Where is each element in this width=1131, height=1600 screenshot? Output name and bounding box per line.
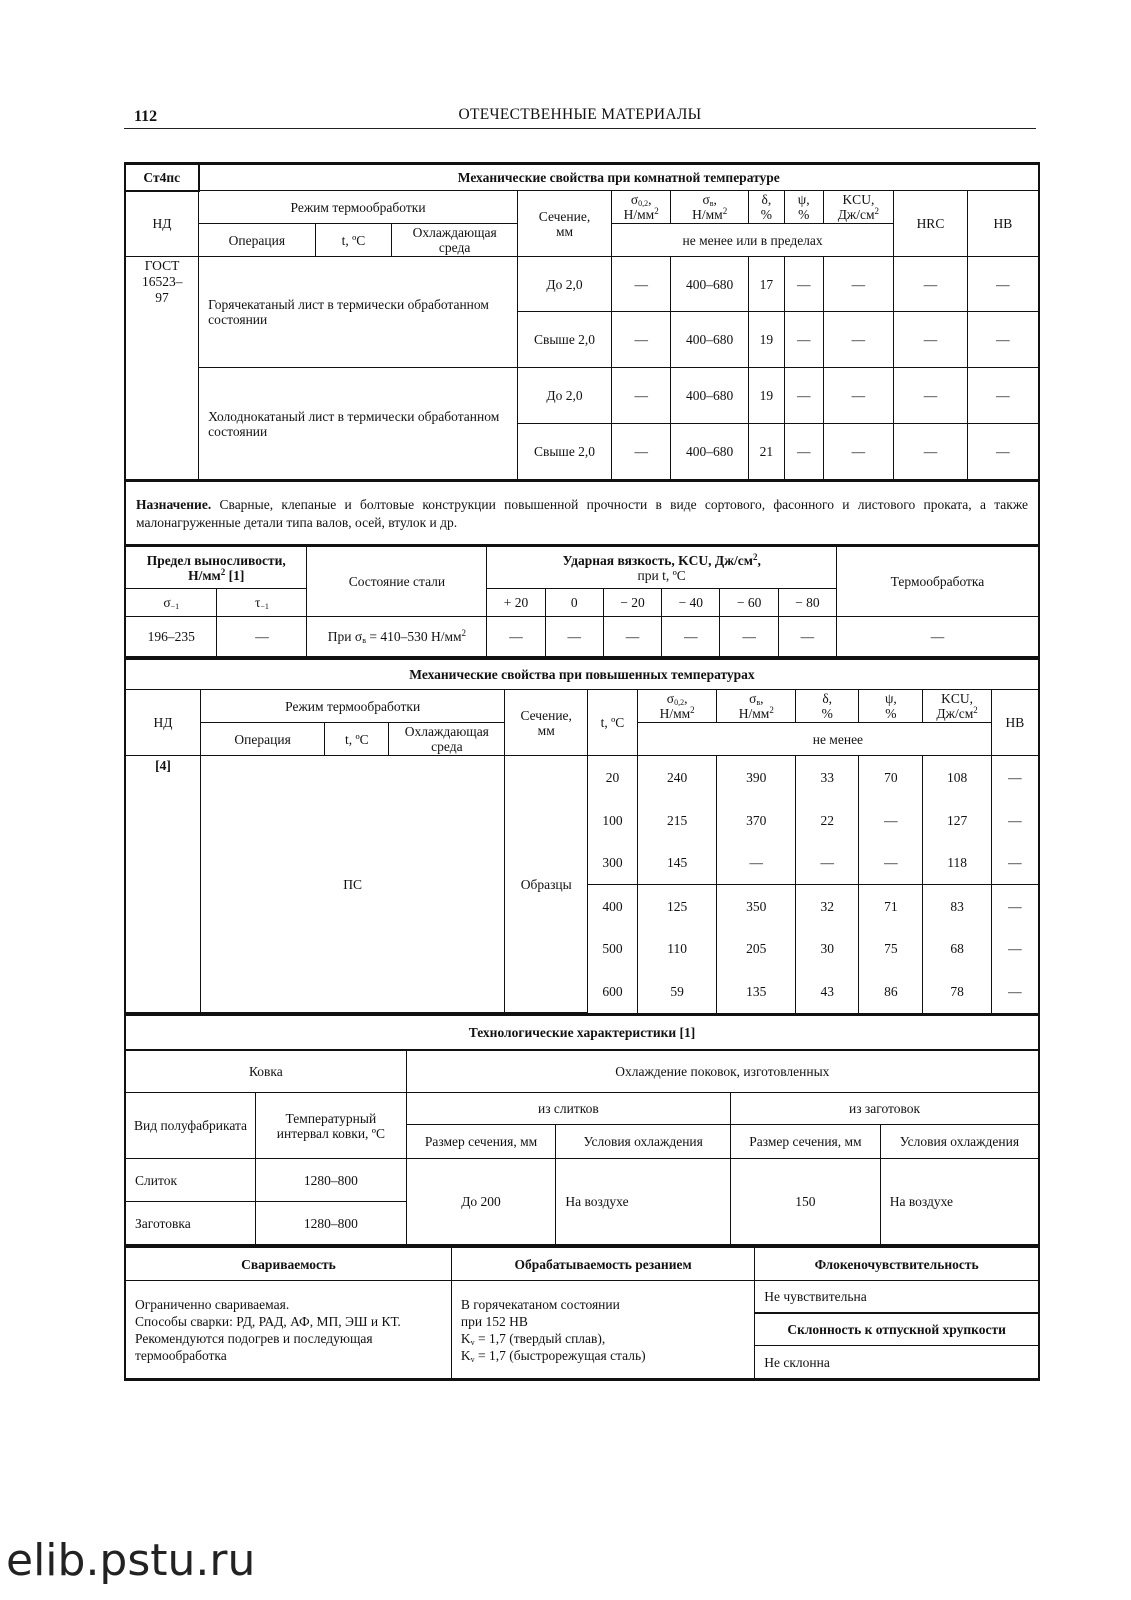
tech-title: Технологические характеристики [1] bbox=[126, 1016, 1038, 1050]
cell: 43 bbox=[796, 970, 859, 1013]
cell: 108 bbox=[923, 756, 991, 799]
tau-minus-one: $\tau_{-1}$ bbox=[217, 589, 307, 617]
endurance-header: Предел выносливости, $Н/мм^2$ [1] bbox=[126, 547, 307, 589]
cell: 83 bbox=[923, 885, 991, 928]
blank-size: 150 bbox=[731, 1159, 881, 1245]
limits-note: не менее или в пределах bbox=[612, 224, 894, 257]
impact-temp: − 20 bbox=[603, 589, 661, 617]
cell: — bbox=[784, 257, 823, 312]
col-yield: $\sigma_{0,2}$, $Н/мм^2$ bbox=[637, 690, 717, 723]
cond-header: Условия охлаждения bbox=[880, 1125, 1038, 1159]
cond-header: Условия охлаждения bbox=[556, 1125, 731, 1159]
cell: 19 bbox=[749, 312, 785, 368]
cell: — bbox=[784, 368, 823, 424]
state-header: Состояние стали bbox=[307, 547, 487, 617]
flake-header: Флокеночувствительность bbox=[755, 1248, 1038, 1281]
cell: — bbox=[784, 312, 823, 368]
cell: 125 bbox=[637, 885, 717, 928]
cell: 71 bbox=[859, 885, 923, 928]
impact-temp: − 60 bbox=[720, 589, 778, 617]
purpose-block bbox=[126, 482, 1038, 546]
cell: — bbox=[991, 885, 1038, 928]
room-temp-table bbox=[126, 164, 1038, 480]
interval-blank: 1280–800 bbox=[256, 1202, 407, 1245]
col-regime: Режим термообработки bbox=[201, 690, 505, 723]
purpose-label: Назначение. bbox=[136, 497, 212, 512]
room-temp-block bbox=[126, 164, 1038, 482]
operation-cold-rolled: Холоднокатаный лист в термически обработанном состоянии bbox=[199, 368, 518, 480]
cell: — bbox=[823, 424, 894, 480]
cell: — bbox=[991, 799, 1038, 842]
page-number: 112 bbox=[134, 108, 158, 125]
ingot-cond: На воздухе bbox=[556, 1159, 731, 1245]
cell: — bbox=[823, 312, 894, 368]
tech-table bbox=[126, 1015, 1038, 1245]
col-kcu: KCU, $Дж/см^2$ bbox=[923, 690, 991, 723]
col-operation: Операция bbox=[201, 723, 325, 756]
cell: 400–680 bbox=[671, 312, 749, 368]
impact-header: Ударная вязкость, KCU, $Дж/см^2$, при t, ºС bbox=[487, 547, 837, 589]
cell: 400–680 bbox=[671, 257, 749, 312]
cell: 21 bbox=[749, 424, 785, 480]
mach-text: В горячекатаном состоянии при 152 НВ $K_v = 1,7$ (твердый сплав), $K_v = 1,7$ (быстрорежущая сталь) bbox=[451, 1281, 754, 1379]
elevated-title: Механические свойства при повышенных температурах bbox=[126, 660, 1038, 690]
cell: — bbox=[967, 257, 1038, 312]
weld-text: Ограниченно свариваемая. Способы сварки: РД, РАД, АФ, МП, ЭШ и КТ. Рекомендуются подогрев и последующая термообработка bbox=[126, 1281, 451, 1379]
col-operation: Операция bbox=[199, 224, 316, 257]
col-nd: НД bbox=[126, 191, 199, 257]
cell: 32 bbox=[796, 885, 859, 928]
cell: — bbox=[823, 368, 894, 424]
cell: 205 bbox=[717, 928, 796, 970]
nd-gost: ГОСТ 16523– 97 bbox=[126, 257, 199, 480]
impact-value: — bbox=[545, 617, 603, 657]
blank-cond: На воздухе bbox=[880, 1159, 1038, 1245]
kind-blank: Заготовка bbox=[126, 1202, 256, 1245]
cell: — bbox=[991, 756, 1038, 799]
cell: — bbox=[717, 842, 796, 885]
col-delta: δ, % bbox=[796, 690, 859, 723]
cell: — bbox=[612, 312, 671, 368]
mach-header: Обрабатываемость резанием bbox=[451, 1248, 754, 1281]
col-temp: t, ºС bbox=[315, 224, 392, 257]
page-header bbox=[124, 104, 1036, 129]
cell: 400–680 bbox=[671, 368, 749, 424]
cell: — bbox=[612, 424, 671, 480]
cell: До 2,0 bbox=[518, 368, 612, 424]
operation-ps: ПС bbox=[201, 756, 505, 1013]
kind-header: Вид полуфабриката bbox=[126, 1093, 256, 1159]
watermark: elib.pstu.ru bbox=[6, 1535, 256, 1586]
room-title: Механические свойства при комнатной температуре bbox=[199, 165, 1038, 191]
col-yield: $\sigma_{0,2}$, $Н/мм^2$ bbox=[612, 191, 671, 224]
col-hb: HB bbox=[991, 690, 1038, 756]
cell: — bbox=[991, 842, 1038, 885]
ingot-size: До 200 bbox=[406, 1159, 556, 1245]
cell: — bbox=[894, 257, 968, 312]
sigma-minus-one: $\sigma_{-1}$ bbox=[126, 589, 217, 617]
cell: — bbox=[796, 842, 859, 885]
cell: — bbox=[967, 312, 1038, 368]
impact-value: — bbox=[720, 617, 778, 657]
col-section: Сечение, мм bbox=[505, 690, 588, 756]
weld-header: Свариваемость bbox=[126, 1248, 451, 1281]
col-hrc: HRC bbox=[894, 191, 968, 257]
heat-header: Термообработка bbox=[836, 547, 1038, 617]
nd-ref: [4] bbox=[126, 756, 201, 1013]
cell: — bbox=[894, 368, 968, 424]
endurance-block bbox=[126, 546, 1038, 659]
col-cooling: Охлаждающая среда bbox=[389, 723, 505, 756]
cell: 110 bbox=[637, 928, 717, 970]
impact-temp: 0 bbox=[545, 589, 603, 617]
size-header: Размер сечения, мм bbox=[731, 1125, 881, 1159]
col-psi: ψ, % bbox=[859, 690, 923, 723]
cell: 22 bbox=[796, 799, 859, 842]
cell: — bbox=[894, 424, 968, 480]
col-test-temp: t, ºС bbox=[588, 690, 638, 756]
cell: 215 bbox=[637, 799, 717, 842]
cell: 400–680 bbox=[671, 424, 749, 480]
impact-value: — bbox=[778, 617, 836, 657]
section-samples: Образцы bbox=[505, 756, 588, 1013]
cell: 600 bbox=[588, 970, 638, 1013]
col-delta: δ, % bbox=[749, 191, 785, 224]
cell: 500 bbox=[588, 928, 638, 970]
cell: 100 bbox=[588, 799, 638, 842]
cell: 78 bbox=[923, 970, 991, 1013]
min-note: не менее bbox=[637, 723, 1038, 756]
cell: — bbox=[823, 257, 894, 312]
cell: 30 bbox=[796, 928, 859, 970]
col-nd: НД bbox=[126, 690, 201, 756]
cell: 145 bbox=[637, 842, 717, 885]
flake-text: Не чувствительна bbox=[755, 1281, 1038, 1313]
impact-temp: + 20 bbox=[487, 589, 545, 617]
impact-temp: − 40 bbox=[662, 589, 720, 617]
col-ultimate: $\sigma_в$, $Н/мм^2$ bbox=[671, 191, 749, 224]
running-title: ОТЕЧЕСТВЕННЫЕ МАТЕРИАЛЫ bbox=[458, 106, 702, 123]
brittle-header: Склонность к отпускной хрупкости bbox=[755, 1313, 1038, 1346]
cell: — bbox=[784, 424, 823, 480]
col-kcu: KCU, $Дж/см^2$ bbox=[823, 191, 894, 224]
cell: — bbox=[967, 368, 1038, 424]
brittle-text: Не склонна bbox=[755, 1346, 1038, 1379]
cell: 68 bbox=[923, 928, 991, 970]
steel-datasheet bbox=[124, 162, 1040, 1381]
cell: 118 bbox=[923, 842, 991, 885]
cell: — bbox=[967, 424, 1038, 480]
blanks-header: из заготовок bbox=[731, 1093, 1038, 1125]
tech-block bbox=[126, 1015, 1038, 1247]
cell: 59 bbox=[637, 970, 717, 1013]
impact-value: — bbox=[662, 617, 720, 657]
cell: 33 bbox=[796, 756, 859, 799]
grade-label: Ст4пс bbox=[126, 165, 199, 191]
impact-value: — bbox=[603, 617, 661, 657]
col-regime: Режим термообработки bbox=[199, 191, 518, 224]
cell: 20 bbox=[588, 756, 638, 799]
cell: 390 bbox=[717, 756, 796, 799]
state-value: При $\sigma_в = 410-530$ $Н/мм^2$ bbox=[307, 617, 487, 657]
interval-header: Температурный интервал ковки, ºС bbox=[256, 1093, 407, 1159]
endurance-table bbox=[126, 546, 1038, 657]
cell: 350 bbox=[717, 885, 796, 928]
cell: Свыше 2,0 bbox=[518, 312, 612, 368]
col-hb: HB bbox=[967, 191, 1038, 257]
cell: 75 bbox=[859, 928, 923, 970]
cell: — bbox=[894, 312, 968, 368]
cell: — bbox=[859, 799, 923, 842]
cell: 300 bbox=[588, 842, 638, 885]
impact-temp: − 80 bbox=[778, 589, 836, 617]
cell: Свыше 2,0 bbox=[518, 424, 612, 480]
cell: 17 bbox=[749, 257, 785, 312]
cell: 127 bbox=[923, 799, 991, 842]
elevated-block bbox=[126, 659, 1038, 1015]
properties-block bbox=[126, 1247, 1038, 1381]
purpose-text: Сварные, клепаные и болтовые конструкции повышенной прочности в виде сортового, фасонного и листового проката, а также малонагруженные детали типа валов, осей, втулок и др. bbox=[136, 497, 1028, 530]
col-psi: ψ, % bbox=[784, 191, 823, 224]
cell: — bbox=[991, 970, 1038, 1013]
cooling-header: Охлаждение поковок, изготовленных bbox=[406, 1050, 1038, 1093]
cell: 240 bbox=[637, 756, 717, 799]
elevated-table bbox=[126, 659, 1038, 1013]
sigma-value: 196–235 bbox=[126, 617, 217, 657]
cell: — bbox=[612, 257, 671, 312]
cell: 135 bbox=[717, 970, 796, 1013]
cell: 86 bbox=[859, 970, 923, 1013]
properties-table bbox=[126, 1247, 1038, 1379]
cell: — bbox=[612, 368, 671, 424]
col-section: Сечение, мм bbox=[518, 191, 612, 257]
impact-value: — bbox=[487, 617, 545, 657]
ingots-header: из слитков bbox=[406, 1093, 730, 1125]
kind-ingot: Слиток bbox=[126, 1159, 256, 1202]
interval-ingot: 1280–800 bbox=[256, 1159, 407, 1202]
col-cooling: Охлаждающая среда bbox=[392, 224, 518, 257]
cell: До 2,0 bbox=[518, 257, 612, 312]
heat-value: — bbox=[836, 617, 1038, 657]
col-temp: t, ºС bbox=[325, 723, 389, 756]
cell: — bbox=[859, 842, 923, 885]
cell: 70 bbox=[859, 756, 923, 799]
size-header: Размер сечения, мм bbox=[406, 1125, 556, 1159]
operation-hot-rolled: Горячекатаный лист в термически обработанном состоянии bbox=[199, 257, 518, 368]
tau-value: — bbox=[217, 617, 307, 657]
forging-header: Ковка bbox=[126, 1050, 406, 1093]
cell: 19 bbox=[749, 368, 785, 424]
cell: 400 bbox=[588, 885, 638, 928]
col-ultimate: $\sigma_в$, $Н/мм^2$ bbox=[717, 690, 796, 723]
cell: — bbox=[991, 928, 1038, 970]
cell: 370 bbox=[717, 799, 796, 842]
